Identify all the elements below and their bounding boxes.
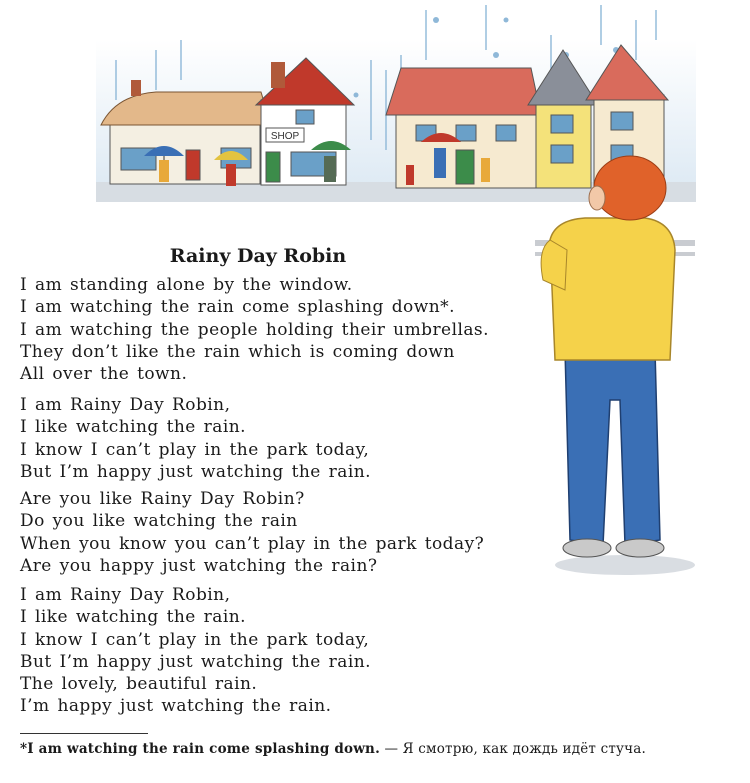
poem-title: Rainy Day Robin [169, 245, 347, 267]
poem-line: All over the town. [20, 364, 188, 385]
footnote-divider [20, 733, 148, 734]
poem-line: Do you like watching the rain [20, 511, 298, 532]
poem-line: Are you happy just watching the rain? [20, 555, 378, 576]
footnote [20, 740, 720, 758]
stanza-2 [20, 394, 560, 483]
poem-line: But I’m happy just watching the rain. [20, 461, 371, 482]
poem-line: Are you like Rainy Day Robin? [20, 489, 305, 509]
poem-line: I like watching the rain. [20, 607, 246, 628]
poem-line: I know I can’t play in the park today, [20, 439, 370, 460]
footnote-term: *I am watching the rain come splashing down. [20, 741, 380, 757]
poem-line: I am watching the people holding their umbrellas. [20, 319, 489, 340]
poem-line: The lovely, beautiful rain. [20, 674, 258, 695]
stanza-4 [20, 584, 560, 718]
poem-line: I am Rainy Day Robin, [20, 395, 231, 415]
poem-line: I am Rainy Day Robin, [20, 585, 231, 605]
stanza-1 [20, 274, 560, 385]
poem-line: I am standing alone by the window. [20, 275, 353, 295]
shop-sign: SHOP [270, 131, 300, 142]
poem-line: I like watching the rain. [20, 417, 246, 438]
poem-line: I am watching the rain come splashing down*. [20, 297, 455, 318]
poem-line: I know I can’t play in the park today, [20, 629, 370, 650]
poem-line: I’m happy just watching the rain. [20, 696, 332, 717]
poem-line: They don’t like the rain which is coming down [20, 341, 455, 362]
stanza-3 [20, 488, 560, 577]
poem-line: When you know you can’t play in the park today? [20, 533, 485, 554]
footnote-translation: — Я смотрю, как дождь идёт стуча. [379, 741, 647, 757]
poem-line: But I’m happy just watching the rain. [20, 651, 371, 672]
